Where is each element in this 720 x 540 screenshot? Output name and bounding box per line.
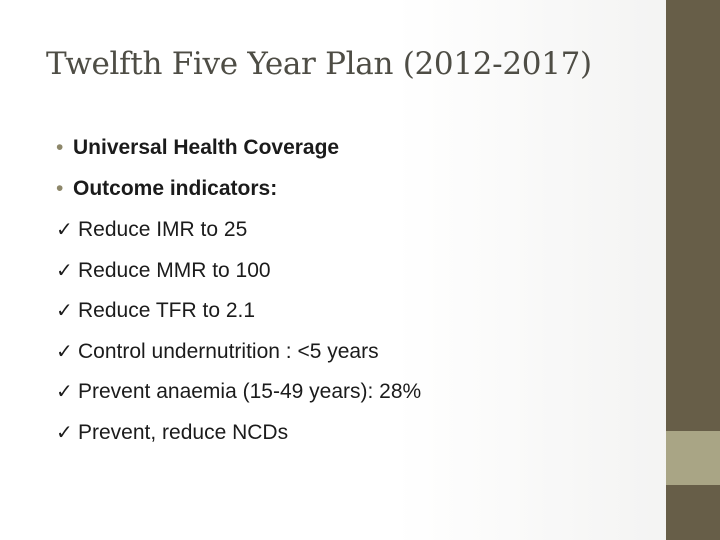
checkmark-icon: ✓ — [56, 257, 73, 282]
list-item — [56, 169, 656, 210]
list-item-text: Reduce TFR to 2.1 — [78, 299, 256, 322]
list-item-text: Prevent, reduce NCDs — [78, 420, 289, 444]
list-item-text: Reduce IMR to 25 — [78, 218, 248, 241]
checkmark-icon: ✓ — [56, 379, 73, 403]
checkmark-icon: ✓ — [56, 419, 73, 444]
content-list — [56, 128, 656, 452]
list-item — [56, 371, 656, 412]
checkmark-icon: ✓ — [56, 338, 73, 363]
bullet-icon: • — [56, 176, 64, 200]
list-item — [56, 331, 656, 372]
side-decoration-bar — [666, 0, 720, 540]
list-item — [56, 290, 656, 331]
list-item — [56, 128, 656, 169]
list-item-text: Prevent anaemia (15-49 years): 28% — [78, 380, 422, 403]
side-accent-block — [666, 431, 720, 485]
list-item-text: Outcome indicators: — [73, 176, 278, 200]
list-item-text: Universal Health Coverage — [73, 136, 340, 159]
list-item — [56, 250, 656, 291]
bullet-icon: • — [56, 136, 64, 159]
list-item-text: Reduce MMR to 100 — [78, 258, 271, 282]
checkmark-icon: ✓ — [56, 217, 73, 241]
checkmark-icon: ✓ — [56, 298, 73, 322]
list-item-text: Control undernutrition : <5 years — [78, 339, 379, 363]
list-item — [56, 209, 656, 250]
list-item — [56, 412, 656, 453]
slide-title: Twelfth Five Year Plan (2012-2017) — [46, 46, 592, 82]
